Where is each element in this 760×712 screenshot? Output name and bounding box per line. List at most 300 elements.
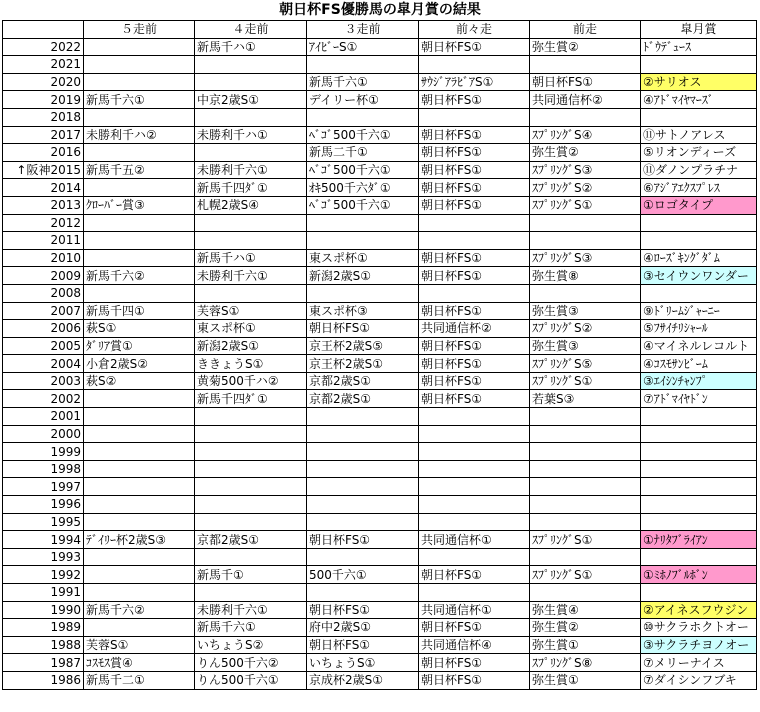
- race-3-back-cell[interactable]: [307, 443, 419, 461]
- satsuki-result-cell[interactable]: ③セイウンワンダー: [641, 267, 757, 285]
- satsuki-result-cell[interactable]: [641, 513, 757, 531]
- race-2-back-cell[interactable]: [419, 496, 530, 514]
- race-2-back-cell[interactable]: 共同通信杯②: [419, 320, 530, 338]
- year-cell[interactable]: 2020: [3, 73, 84, 91]
- year-cell[interactable]: 2005: [3, 337, 84, 355]
- race-3-back-cell[interactable]: ﾍﾞｺﾞ500千六①: [307, 161, 419, 179]
- race-3-back-cell[interactable]: ｵｷ500千六ﾀﾞ①: [307, 179, 419, 197]
- race-2-back-cell[interactable]: 朝日杯FS①: [419, 654, 530, 672]
- race-4-back-cell[interactable]: [195, 56, 307, 74]
- table-row: [3, 196, 757, 214]
- race-5-back-cell[interactable]: [84, 144, 195, 162]
- table-row: [3, 161, 757, 179]
- satsuki-result-cell[interactable]: [641, 284, 757, 302]
- year-cell[interactable]: 2016: [3, 144, 84, 162]
- race-5-back-cell[interactable]: 小倉2歳S②: [84, 355, 195, 373]
- satsuki-result-cell[interactable]: ④ｱﾄﾞﾏｲﾔﾏｰｽﾞ: [641, 91, 757, 109]
- satsuki-result-cell[interactable]: [641, 460, 757, 478]
- race-5-back-cell[interactable]: [84, 38, 195, 56]
- satsuki-result-cell[interactable]: [641, 408, 757, 426]
- race-3-back-cell[interactable]: [307, 232, 419, 250]
- results-table: [2, 20, 757, 690]
- race-4-back-cell[interactable]: [195, 548, 307, 566]
- race-3-back-cell[interactable]: 新潟2歳S①: [307, 267, 419, 285]
- table-row: [3, 355, 757, 373]
- race-2-back-cell[interactable]: [419, 513, 530, 531]
- race-2-back-cell[interactable]: [419, 584, 530, 602]
- year-cell[interactable]: 1991: [3, 584, 84, 602]
- race-4-back-cell[interactable]: [195, 478, 307, 496]
- last-race-cell[interactable]: 弥生賞②: [530, 619, 641, 637]
- race-5-back-cell[interactable]: 新馬千四①: [84, 302, 195, 320]
- year-cell[interactable]: 2012: [3, 214, 84, 232]
- race-4-back-cell[interactable]: [195, 460, 307, 478]
- race-3-back-cell[interactable]: [307, 56, 419, 74]
- table-row: [3, 654, 757, 672]
- year-cell[interactable]: 2003: [3, 372, 84, 390]
- race-5-back-cell[interactable]: [84, 73, 195, 91]
- race-5-back-cell[interactable]: ﾃﾞｲﾘｰ杯2歳S③: [84, 531, 195, 549]
- race-3-back-cell[interactable]: デイリー杯①: [307, 91, 419, 109]
- last-race-cell[interactable]: [530, 478, 641, 496]
- table-row: [3, 337, 757, 355]
- last-race-cell[interactable]: [530, 584, 641, 602]
- satsuki-result-cell[interactable]: ⑦ｱﾄﾞﾏｲﾔﾄﾞﾝ: [641, 390, 757, 408]
- race-2-back-cell[interactable]: 朝日杯FS①: [419, 196, 530, 214]
- race-4-back-cell[interactable]: 新馬千①: [195, 566, 307, 584]
- year-cell[interactable]: 1987: [3, 654, 84, 672]
- satsuki-result-cell[interactable]: ⑨ﾄﾞﾘｰﾑｼﾞｬｰﾆｰ: [641, 302, 757, 320]
- table-row: [3, 478, 757, 496]
- table-row: [3, 460, 757, 478]
- race-4-back-cell[interactable]: [195, 144, 307, 162]
- year-cell[interactable]: 1990: [3, 601, 84, 619]
- satsuki-result-cell[interactable]: ③ｴｲｼﾝﾁｬﾝﾌﾟ: [641, 372, 757, 390]
- year-cell[interactable]: 2011: [3, 232, 84, 250]
- race-5-back-cell[interactable]: 新馬千六②: [84, 267, 195, 285]
- race-3-back-cell[interactable]: [307, 496, 419, 514]
- race-2-back-cell[interactable]: [419, 408, 530, 426]
- table-row: [3, 179, 757, 197]
- satsuki-result-cell[interactable]: ①ﾅﾘﾀﾌﾞﾗｲｱﾝ: [641, 531, 757, 549]
- table-row: [3, 601, 757, 619]
- year-cell[interactable]: 2008: [3, 284, 84, 302]
- last-race-cell[interactable]: [530, 548, 641, 566]
- race-5-back-cell[interactable]: ﾀﾞﾘｱ賞①: [84, 337, 195, 355]
- year-cell[interactable]: 1989: [3, 619, 84, 637]
- race-4-back-cell[interactable]: [195, 513, 307, 531]
- satsuki-result-cell[interactable]: [641, 56, 757, 74]
- satsuki-result-cell[interactable]: ①ロゴタイプ: [641, 196, 757, 214]
- race-4-back-cell[interactable]: 東スポ杯①: [195, 320, 307, 338]
- race-3-back-cell[interactable]: [307, 460, 419, 478]
- satsuki-result-cell[interactable]: [641, 584, 757, 602]
- table-row: [3, 619, 757, 637]
- table-row: [3, 267, 757, 285]
- table-row: [3, 390, 757, 408]
- race-3-back-cell[interactable]: [307, 513, 419, 531]
- race-5-back-cell[interactable]: 未勝利千ハ②: [84, 126, 195, 144]
- race-3-back-cell[interactable]: 朝日杯FS①: [307, 601, 419, 619]
- year-cell[interactable]: 2022: [3, 38, 84, 56]
- race-5-back-cell[interactable]: [84, 443, 195, 461]
- table-row: [3, 320, 757, 338]
- race-5-back-cell[interactable]: [84, 548, 195, 566]
- race-5-back-cell[interactable]: [84, 56, 195, 74]
- year-cell[interactable]: 1998: [3, 460, 84, 478]
- year-cell[interactable]: 1999: [3, 443, 84, 461]
- satsuki-result-cell[interactable]: ⑩サクラホクトオー: [641, 619, 757, 637]
- race-2-back-cell[interactable]: 共同通信杯①: [419, 531, 530, 549]
- last-race-cell[interactable]: [530, 496, 641, 514]
- race-3-back-cell[interactable]: [307, 284, 419, 302]
- race-4-back-cell[interactable]: [195, 408, 307, 426]
- race-2-back-cell[interactable]: 共同通信杯①: [419, 601, 530, 619]
- race-5-back-cell[interactable]: [84, 390, 195, 408]
- race-2-back-cell[interactable]: 朝日杯FS①: [419, 671, 530, 689]
- last-race-cell[interactable]: 朝日杯FS①: [530, 73, 641, 91]
- race-2-back-cell[interactable]: 共同通信杯④: [419, 636, 530, 654]
- race-4-back-cell[interactable]: いちょうS②: [195, 636, 307, 654]
- last-race-cell[interactable]: 弥生賞①: [530, 671, 641, 689]
- table-row: [3, 671, 757, 689]
- race-4-back-cell[interactable]: りん500千六②: [195, 654, 307, 672]
- race-5-back-cell[interactable]: [84, 460, 195, 478]
- race-3-back-cell[interactable]: 京王杯2歳S⑤: [307, 337, 419, 355]
- race-5-back-cell[interactable]: 萩S①: [84, 320, 195, 338]
- race-3-back-cell[interactable]: 新馬千六①: [307, 73, 419, 91]
- last-race-cell[interactable]: ｽﾌﾟﾘﾝｸﾞS⑧: [530, 654, 641, 672]
- race-2-back-cell[interactable]: 朝日杯FS①: [419, 337, 530, 355]
- race-5-back-cell[interactable]: [84, 408, 195, 426]
- year-cell[interactable]: 1996: [3, 496, 84, 514]
- race-4-back-cell[interactable]: 黄菊500千ハ②: [195, 372, 307, 390]
- last-race-cell[interactable]: ｽﾌﾟﾘﾝｸﾞS③: [530, 249, 641, 267]
- satsuki-result-cell[interactable]: ①ﾐﾎﾉﾌﾞﾙﾎﾞﾝ: [641, 566, 757, 584]
- race-2-back-cell[interactable]: 朝日杯FS①: [419, 161, 530, 179]
- race-5-back-cell[interactable]: 新馬千六②: [84, 601, 195, 619]
- last-race-cell[interactable]: ｽﾌﾟﾘﾝｸﾞS①: [530, 566, 641, 584]
- race-5-back-cell[interactable]: [84, 425, 195, 443]
- satsuki-result-cell[interactable]: ⑦メリーナイス: [641, 654, 757, 672]
- satsuki-result-cell[interactable]: ⑪ダノンプラチナ: [641, 161, 757, 179]
- last-race-cell[interactable]: 弥生賞①: [530, 636, 641, 654]
- race-5-back-cell[interactable]: [84, 513, 195, 531]
- satsuki-result-cell[interactable]: ﾄﾞｳﾃﾞｭｰｽ: [641, 38, 757, 56]
- last-race-cell[interactable]: [530, 108, 641, 126]
- last-race-cell[interactable]: [530, 284, 641, 302]
- satsuki-result-cell[interactable]: [641, 443, 757, 461]
- last-race-cell[interactable]: ｽﾌﾟﾘﾝｸﾞS③: [530, 161, 641, 179]
- satsuki-result-cell[interactable]: ②アイネスフウジン: [641, 601, 757, 619]
- year-cell[interactable]: 1995: [3, 513, 84, 531]
- race-5-back-cell[interactable]: [84, 496, 195, 514]
- race-2-back-cell[interactable]: [419, 548, 530, 566]
- last-race-cell[interactable]: ｽﾌﾟﾘﾝｸﾞS①: [530, 372, 641, 390]
- header-cell-2-back[interactable]: 前々走: [419, 21, 530, 39]
- race-5-back-cell[interactable]: 芙蓉S①: [84, 636, 195, 654]
- satsuki-result-cell[interactable]: ⑪サトノアレス: [641, 126, 757, 144]
- table-row: [3, 249, 757, 267]
- race-4-back-cell[interactable]: [195, 108, 307, 126]
- table-row: [3, 443, 757, 461]
- last-race-cell[interactable]: ｽﾌﾟﾘﾝｸﾞS①: [530, 531, 641, 549]
- race-3-back-cell[interactable]: ﾍﾞｺﾞ500千六①: [307, 126, 419, 144]
- satsuki-result-cell[interactable]: ⑥ｱｼﾞｱｴｸｽﾌﾟﾚｽ: [641, 179, 757, 197]
- race-2-back-cell[interactable]: 朝日杯FS①: [419, 390, 530, 408]
- year-cell[interactable]: ↑阪神2015: [3, 161, 84, 179]
- table-row: [3, 38, 757, 56]
- race-5-back-cell[interactable]: [84, 478, 195, 496]
- race-3-back-cell[interactable]: 500千六①: [307, 566, 419, 584]
- header-cell-last-race[interactable]: 前走: [530, 21, 641, 39]
- table-row: [3, 372, 757, 390]
- race-3-back-cell[interactable]: [307, 584, 419, 602]
- table-row: [3, 91, 757, 109]
- race-2-back-cell[interactable]: 朝日杯FS①: [419, 179, 530, 197]
- table-row: [3, 408, 757, 426]
- year-cell[interactable]: 1997: [3, 478, 84, 496]
- last-race-cell[interactable]: [530, 460, 641, 478]
- race-2-back-cell[interactable]: 朝日杯FS①: [419, 249, 530, 267]
- satsuki-result-cell[interactable]: ⑤ﾌｻｲﾁﾘｼｬｰﾙ: [641, 320, 757, 338]
- last-race-cell[interactable]: 弥生賞②: [530, 38, 641, 56]
- race-2-back-cell[interactable]: 朝日杯FS①: [419, 372, 530, 390]
- race-4-back-cell[interactable]: [195, 425, 307, 443]
- race-5-back-cell[interactable]: [84, 284, 195, 302]
- year-cell[interactable]: 2013: [3, 196, 84, 214]
- year-cell[interactable]: 2006: [3, 320, 84, 338]
- table-row: [3, 144, 757, 162]
- race-5-back-cell[interactable]: [84, 566, 195, 584]
- race-3-back-cell[interactable]: [307, 425, 419, 443]
- race-4-back-cell[interactable]: 未勝利千六①: [195, 601, 307, 619]
- race-4-back-cell[interactable]: 新馬千四ﾀﾞ①: [195, 390, 307, 408]
- satsuki-result-cell[interactable]: ④ﾛｰｽﾞｷﾝｸﾞﾀﾞﾑ: [641, 249, 757, 267]
- table-row: [3, 496, 757, 514]
- table-row: [3, 108, 757, 126]
- race-4-back-cell[interactable]: 新潟2歳S①: [195, 337, 307, 355]
- year-cell[interactable]: 2014: [3, 179, 84, 197]
- sheet-title: 朝日杯FS優勝馬の皐月賞の結果: [279, 2, 481, 18]
- race-4-back-cell[interactable]: 新馬千四ﾀﾞ①: [195, 179, 307, 197]
- table-row: [3, 126, 757, 144]
- race-3-back-cell[interactable]: 朝日杯FS①: [307, 320, 419, 338]
- race-4-back-cell[interactable]: 新馬千六①: [195, 619, 307, 637]
- race-4-back-cell[interactable]: 新馬千ハ①: [195, 38, 307, 56]
- last-race-cell[interactable]: 弥生賞②: [530, 144, 641, 162]
- race-2-back-cell[interactable]: 朝日杯FS①: [419, 302, 530, 320]
- race-5-back-cell[interactable]: 萩S②: [84, 372, 195, 390]
- race-2-back-cell[interactable]: [419, 232, 530, 250]
- table-row: [3, 548, 757, 566]
- race-3-back-cell[interactable]: ｱｲﾋﾞｰS①: [307, 38, 419, 56]
- last-race-cell[interactable]: 共同通信杯②: [530, 91, 641, 109]
- race-3-back-cell[interactable]: [307, 548, 419, 566]
- race-2-back-cell[interactable]: 朝日杯FS①: [419, 566, 530, 584]
- year-cell[interactable]: 1993: [3, 548, 84, 566]
- satsuki-result-cell[interactable]: [641, 214, 757, 232]
- race-3-back-cell[interactable]: 京成杯2歳S①: [307, 671, 419, 689]
- race-4-back-cell[interactable]: 中京2歳S①: [195, 91, 307, 109]
- race-2-back-cell[interactable]: 朝日杯FS①: [419, 144, 530, 162]
- last-race-cell[interactable]: 弥生賞⑧: [530, 267, 641, 285]
- year-cell[interactable]: 2018: [3, 108, 84, 126]
- race-4-back-cell[interactable]: [195, 496, 307, 514]
- table-row: [3, 513, 757, 531]
- race-4-back-cell[interactable]: 芙蓉S①: [195, 302, 307, 320]
- header-cell-3-back[interactable]: ３走前: [307, 21, 419, 39]
- last-race-cell[interactable]: [530, 513, 641, 531]
- race-3-back-cell[interactable]: [307, 214, 419, 232]
- header-cell-year[interactable]: [3, 21, 84, 39]
- race-3-back-cell[interactable]: 朝日杯FS①: [307, 636, 419, 654]
- race-5-back-cell[interactable]: 新馬千二①: [84, 671, 195, 689]
- race-2-back-cell[interactable]: 朝日杯FS①: [419, 267, 530, 285]
- last-race-cell[interactable]: ｽﾌﾟﾘﾝｸﾞS②: [530, 320, 641, 338]
- race-4-back-cell[interactable]: [195, 443, 307, 461]
- year-cell[interactable]: 2010: [3, 249, 84, 267]
- year-cell[interactable]: 1992: [3, 566, 84, 584]
- last-race-cell[interactable]: [530, 408, 641, 426]
- race-4-back-cell[interactable]: [195, 584, 307, 602]
- race-5-back-cell[interactable]: [84, 249, 195, 267]
- race-5-back-cell[interactable]: ｺｽﾓｽ賞④: [84, 654, 195, 672]
- race-2-back-cell[interactable]: [419, 425, 530, 443]
- satsuki-result-cell[interactable]: [641, 108, 757, 126]
- satsuki-result-cell[interactable]: ④マイネルレコルト: [641, 337, 757, 355]
- race-3-back-cell[interactable]: ﾍﾞｺﾞ500千六①: [307, 196, 419, 214]
- satsuki-result-cell[interactable]: [641, 496, 757, 514]
- race-4-back-cell[interactable]: 未勝利千六①: [195, 161, 307, 179]
- race-2-back-cell[interactable]: [419, 214, 530, 232]
- race-4-back-cell[interactable]: [195, 284, 307, 302]
- last-race-cell[interactable]: ｽﾌﾟﾘﾝｸﾞS⑤: [530, 355, 641, 373]
- header-cell-satsuki[interactable]: 皐月賞: [641, 21, 757, 39]
- table-row: [3, 284, 757, 302]
- table-row: [3, 232, 757, 250]
- year-cell[interactable]: 2000: [3, 425, 84, 443]
- year-cell[interactable]: 2002: [3, 390, 84, 408]
- race-5-back-cell[interactable]: [84, 619, 195, 637]
- race-4-back-cell[interactable]: [195, 232, 307, 250]
- race-3-back-cell[interactable]: [307, 478, 419, 496]
- last-race-cell[interactable]: 若葉S③: [530, 390, 641, 408]
- race-3-back-cell[interactable]: 京都2歳S①: [307, 390, 419, 408]
- race-2-back-cell[interactable]: 朝日杯FS①: [419, 126, 530, 144]
- race-3-back-cell[interactable]: 京都2歳S①: [307, 372, 419, 390]
- satsuki-result-cell[interactable]: [641, 425, 757, 443]
- last-race-cell[interactable]: [530, 425, 641, 443]
- race-5-back-cell[interactable]: [84, 232, 195, 250]
- race-5-back-cell[interactable]: 新馬千六①: [84, 91, 195, 109]
- race-4-back-cell[interactable]: りん500千六①: [195, 671, 307, 689]
- satsuki-result-cell[interactable]: ⑤リオンディーズ: [641, 144, 757, 162]
- last-race-cell[interactable]: 弥生賞③: [530, 302, 641, 320]
- table-row: [3, 56, 757, 74]
- race-4-back-cell[interactable]: 未勝利千ハ①: [195, 126, 307, 144]
- race-2-back-cell[interactable]: [419, 460, 530, 478]
- race-5-back-cell[interactable]: [84, 179, 195, 197]
- header-cell-4-back[interactable]: ４走前: [195, 21, 307, 39]
- satsuki-result-cell[interactable]: [641, 232, 757, 250]
- race-4-back-cell[interactable]: 京都2歳S①: [195, 531, 307, 549]
- race-3-back-cell[interactable]: [307, 108, 419, 126]
- race-2-back-cell[interactable]: ｻｳｼﾞｱﾗﾋﾞｱS①: [419, 73, 530, 91]
- race-2-back-cell[interactable]: [419, 443, 530, 461]
- race-3-back-cell[interactable]: 府中2歳S①: [307, 619, 419, 637]
- race-2-back-cell[interactable]: [419, 478, 530, 496]
- year-cell[interactable]: 2007: [3, 302, 84, 320]
- satsuki-result-cell[interactable]: ③サクラチヨノオー: [641, 636, 757, 654]
- table-row: [3, 584, 757, 602]
- year-cell[interactable]: 2004: [3, 355, 84, 373]
- race-5-back-cell[interactable]: ｸﾛｰﾊﾞｰ賞③: [84, 196, 195, 214]
- last-race-cell[interactable]: ｽﾌﾟﾘﾝｸﾞS④: [530, 126, 641, 144]
- last-race-cell[interactable]: ｽﾌﾟﾘﾝｸﾞS①: [530, 196, 641, 214]
- race-5-back-cell[interactable]: [84, 214, 195, 232]
- race-2-back-cell[interactable]: 朝日杯FS①: [419, 91, 530, 109]
- last-race-cell[interactable]: ｽﾌﾟﾘﾝｸﾞS②: [530, 179, 641, 197]
- satsuki-result-cell[interactable]: ②サリオス: [641, 73, 757, 91]
- last-race-cell[interactable]: [530, 232, 641, 250]
- last-race-cell[interactable]: 弥生賞④: [530, 601, 641, 619]
- race-4-back-cell[interactable]: [195, 73, 307, 91]
- year-cell[interactable]: 1988: [3, 636, 84, 654]
- race-2-back-cell[interactable]: 朝日杯FS①: [419, 619, 530, 637]
- race-4-back-cell[interactable]: 新馬千ハ①: [195, 249, 307, 267]
- race-3-back-cell[interactable]: 朝日杯FS①: [307, 531, 419, 549]
- year-cell[interactable]: 2021: [3, 56, 84, 74]
- race-2-back-cell[interactable]: [419, 284, 530, 302]
- race-4-back-cell[interactable]: [195, 214, 307, 232]
- race-3-back-cell[interactable]: 新馬二千①: [307, 144, 419, 162]
- last-race-cell[interactable]: [530, 214, 641, 232]
- satsuki-result-cell[interactable]: [641, 478, 757, 496]
- satsuki-result-cell[interactable]: ④ｺｽﾓｻﾝﾋﾞｰﾑ: [641, 355, 757, 373]
- race-3-back-cell[interactable]: 京王杯2歳S①: [307, 355, 419, 373]
- table-row: [3, 302, 757, 320]
- header-cell-5-back[interactable]: ５走前: [84, 21, 195, 39]
- year-cell[interactable]: 2009: [3, 267, 84, 285]
- race-4-back-cell[interactable]: 未勝利千六①: [195, 267, 307, 285]
- satsuki-result-cell[interactable]: [641, 548, 757, 566]
- race-2-back-cell[interactable]: 朝日杯FS①: [419, 355, 530, 373]
- year-cell[interactable]: 2017: [3, 126, 84, 144]
- race-3-back-cell[interactable]: [307, 408, 419, 426]
- satsuki-result-cell[interactable]: ⑦ダイシンフブキ: [641, 671, 757, 689]
- year-cell[interactable]: 1994: [3, 531, 84, 549]
- race-5-back-cell[interactable]: [84, 108, 195, 126]
- race-2-back-cell[interactable]: 朝日杯FS①: [419, 38, 530, 56]
- race-3-back-cell[interactable]: 東スポ杯③: [307, 302, 419, 320]
- year-cell[interactable]: 2001: [3, 408, 84, 426]
- year-cell[interactable]: 1986: [3, 671, 84, 689]
- last-race-cell[interactable]: 弥生賞③: [530, 337, 641, 355]
- race-3-back-cell[interactable]: 東スポ杯①: [307, 249, 419, 267]
- race-4-back-cell[interactable]: ききょうS①: [195, 355, 307, 373]
- race-2-back-cell[interactable]: [419, 108, 530, 126]
- race-5-back-cell[interactable]: 新馬千五②: [84, 161, 195, 179]
- last-race-cell[interactable]: [530, 56, 641, 74]
- race-2-back-cell[interactable]: [419, 56, 530, 74]
- race-4-back-cell[interactable]: 札幌2歳S④: [195, 196, 307, 214]
- race-5-back-cell[interactable]: [84, 584, 195, 602]
- year-cell[interactable]: 2019: [3, 91, 84, 109]
- table-row: [3, 73, 757, 91]
- race-3-back-cell[interactable]: いちょうS①: [307, 654, 419, 672]
- last-race-cell[interactable]: [530, 443, 641, 461]
